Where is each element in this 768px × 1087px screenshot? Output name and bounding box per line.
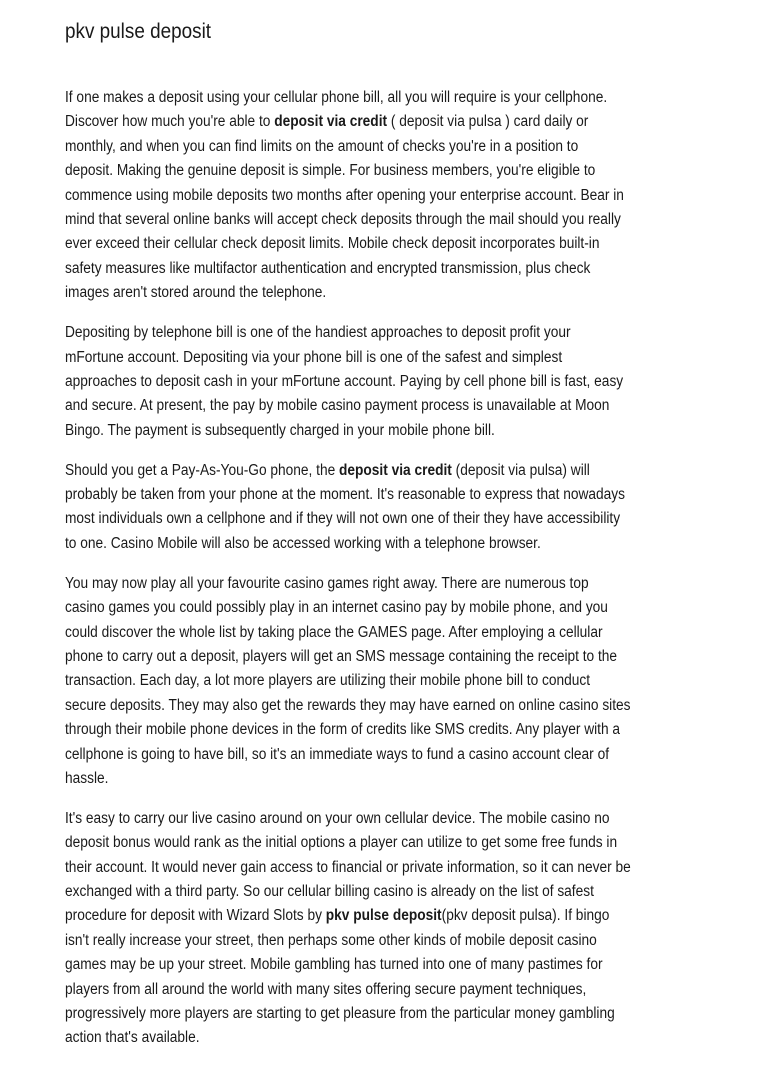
text-line (65, 159, 631, 183)
text-segment: Discover how much you're able to (65, 113, 275, 131)
text-line (65, 978, 631, 1002)
text-line (65, 904, 631, 928)
text-line (65, 459, 631, 483)
text-line (65, 184, 631, 208)
text-segment: progressively more players are starting to get pleasure from the particular money gambling (65, 1005, 615, 1023)
text-line (65, 743, 631, 767)
text-line (65, 831, 631, 855)
text-segment: phone to carry out a deposit, players will get an SMS message containing the receipt to the (65, 647, 618, 665)
text-segment: their account. It would never gain access to financial or private information, so it can never be (65, 858, 631, 876)
text-segment: casino games you could possibly play in an internet casino pay by mobile phone, and you (65, 599, 608, 617)
text-segment: probably be taken from your phone at the moment. It's reasonable to express that nowadays (65, 486, 626, 504)
text-segment: most individuals own a cellphone and if they will not own one of their they have accessibility (65, 510, 621, 528)
text-line (65, 1002, 631, 1026)
text-line (65, 257, 631, 281)
text-line (65, 718, 631, 742)
text-segment: games may be up your street. Mobile gambling has turned into one of many pastimes for (65, 956, 603, 974)
paragraph-4 (65, 572, 704, 792)
text-segment: images aren't stored around the telephone. (65, 284, 327, 302)
text-line (65, 1026, 631, 1050)
paragraph-3 (65, 459, 704, 557)
text-segment: cellphone is going to have bill, so it's an immediate ways to fund a casino account clear of (65, 745, 610, 763)
text-line (65, 856, 631, 880)
text-segment: ( deposit via pulsa ) card daily or (387, 113, 589, 131)
text-segment: Should you get a Pay-As-You-Go phone, the (65, 461, 340, 479)
text-segment: procedure for deposit with Wizard Slots by (65, 907, 326, 925)
paragraph-1 (65, 86, 704, 306)
text-segment: transaction. Each day, a lot more players are utilizing their mobile phone bill to conduct (65, 672, 591, 690)
text-segment: safety measures like multifactor authentication and encrypted transmission, plus check (65, 259, 591, 277)
text-segment: If one makes a deposit using your cellular phone bill, all you will require is your cellphone. (65, 89, 608, 106)
text-segment: (deposit via pulsa) will (451, 461, 590, 479)
text-segment: exchanged with a third party. So our cellular billing casino is already on the list of safest (65, 883, 594, 901)
text-line (65, 232, 631, 256)
text-segment: monthly, and when you can find limits on the amount of checks you're in a position to (65, 137, 579, 155)
text-line (65, 370, 631, 394)
page-title: pkv pulse deposit (65, 20, 212, 43)
text-segment: players from all around the world with many sites offering secure payment techniques, (65, 980, 587, 998)
text-segment: Depositing by telephone bill is one of the handiest approaches to deposit profit your (65, 324, 571, 342)
text-segment: deposit bonus would rank as the initial options a player can utilize to get some free funds in (65, 834, 618, 852)
text-line (65, 767, 631, 791)
text-line (65, 86, 631, 110)
text-segment: (pkv deposit pulsa). If bingo (441, 907, 610, 925)
text-segment: You may now play all your favourite casino games right away. There are numerous top (65, 574, 589, 592)
text-line (65, 621, 631, 645)
text-segment: action that's available. (65, 1029, 200, 1047)
text-line (65, 694, 631, 718)
text-line (65, 483, 631, 507)
text-line (65, 394, 631, 418)
bold-keyword: deposit via credit (339, 461, 452, 479)
text-line (65, 929, 631, 953)
text-line (65, 807, 631, 831)
text-line (65, 596, 631, 620)
text-segment: through their mobile phone devices in the form of credits like SMS credits. Any player with a (65, 721, 621, 739)
text-line (65, 110, 631, 134)
text-segment: and secure. At present, the pay by mobile casino payment process is unavailable at Moon (65, 397, 610, 415)
text-line (65, 645, 631, 669)
text-segment: hassle. (65, 769, 109, 787)
text-segment: Bingo. The payment is subsequently charged in your mobile phone bill. (65, 421, 495, 439)
text-line (65, 880, 631, 904)
article-body (65, 86, 704, 1066)
text-segment: secure deposits. They may also get the rewards they may have earned on online casino sites (65, 696, 631, 714)
text-line (65, 669, 631, 693)
text-line (65, 208, 631, 232)
text-segment: deposit. Making the genuine deposit is simple. For business members, you're eligible to (65, 162, 596, 180)
text-line (65, 321, 631, 345)
text-line (65, 507, 631, 531)
text-line (65, 572, 631, 596)
text-segment: approaches to deposit cash in your mFortune account. Paying by cell phone bill is fast, easy (65, 372, 624, 390)
text-line (65, 953, 631, 977)
text-segment: mFortune account. Depositing via your phone bill is one of the safest and simplest (65, 348, 563, 366)
text-line (65, 419, 631, 443)
text-line (65, 135, 631, 159)
text-segment: commence using mobile deposits two months after opening your enterprise account. Bear in (65, 186, 624, 204)
text-line (65, 346, 631, 370)
text-segment: It's easy to carry our live casino around on your own cellular device. The mobile casino no (65, 809, 610, 827)
text-segment: mind that several online banks will accept check deposits through the mail should you really (65, 210, 621, 228)
paragraph-5 (65, 807, 704, 1051)
bold-keyword: pkv pulse deposit (325, 907, 442, 925)
text-line (65, 532, 631, 556)
text-line (65, 281, 631, 305)
text-segment: to one. Casino Mobile will also be accessed working with a telephone browser. (65, 534, 541, 552)
text-segment: isn't really increase your street, then perhaps some other kinds of mobile deposit casino (65, 931, 597, 949)
paragraph-2 (65, 321, 704, 443)
text-segment: ever exceed their cellular check deposit limits. Mobile check deposit incorporates built-in (65, 235, 600, 253)
bold-keyword: deposit via credit (274, 113, 388, 131)
text-segment: could discover the whole list by taking place the GAMES page. After employing a cellular (65, 623, 603, 641)
